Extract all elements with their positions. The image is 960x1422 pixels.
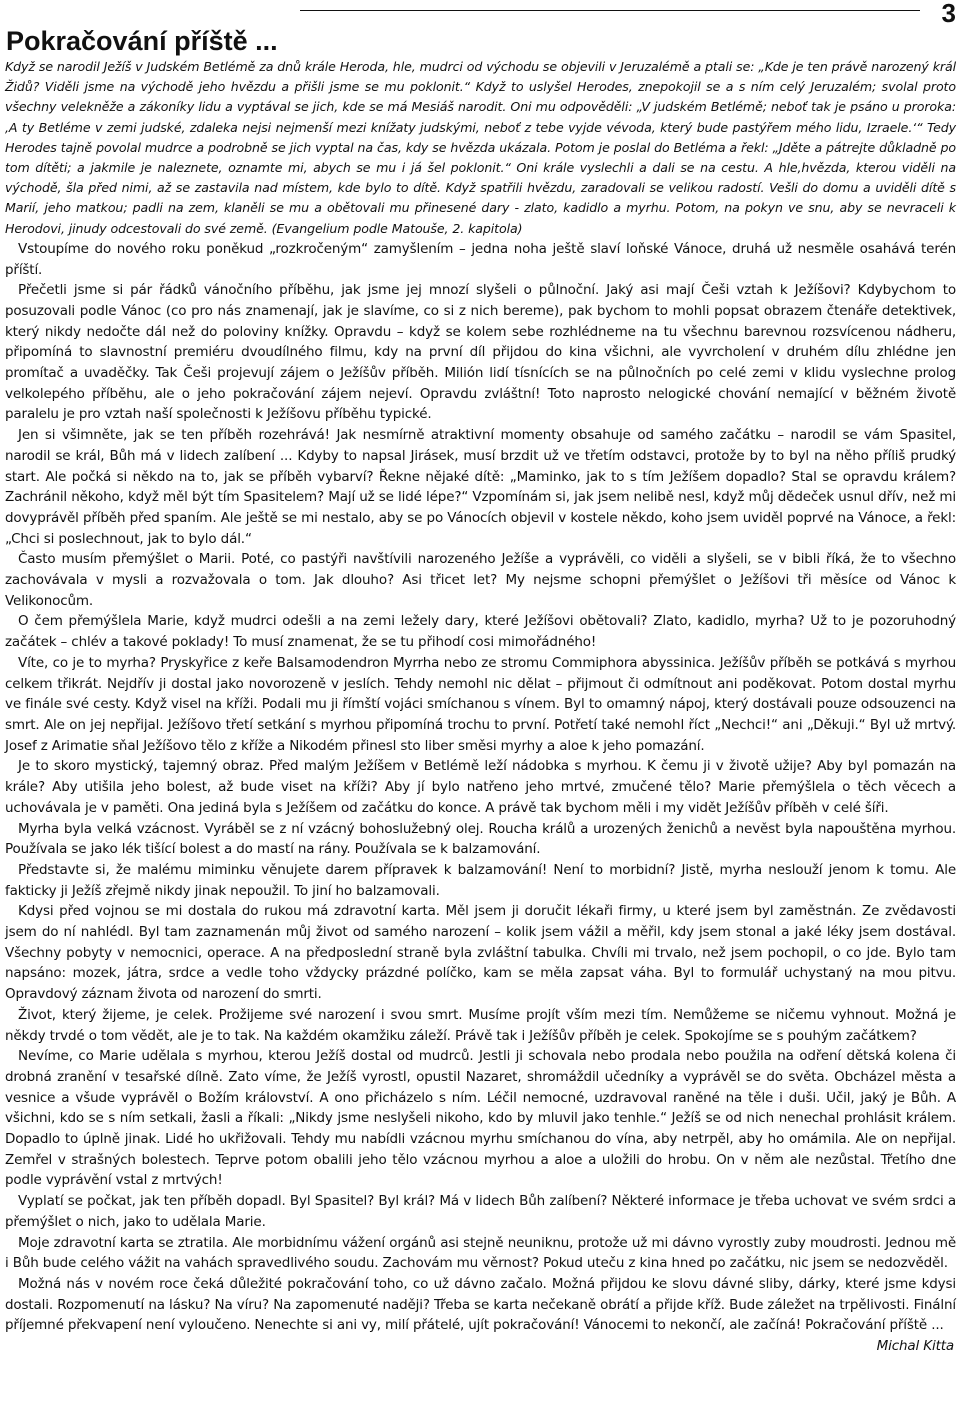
paragraph: Představte si, že malému miminku věnujete darem přípravek k balzamování! Není to morbidní? Jistě, myrha neslouží jenom k tomu. Ale fakticky ji Ježíš zřejmě nikdy jinak nepoužil. To jiní ho balzamovali. <box>5 861 956 899</box>
paragraph: Vstoupíme do nového roku poněkud „rozkročeným“ zamyšlením – jedna noha ještě slaví loňské Vánoce, druhá už nesměle osahává terén příští. <box>5 240 956 278</box>
paragraph: Často musím přemýšlet o Marii. Poté, co pastýři navštívili narozeného Ježíše a vyprávěli, co viděli a slyšeli, se v bibli říká, že to všechno zachovávala v mysli a rozvažovala o tom. Jak dlouho? Asi třicet let? My nejsme schopni přemýšlet o Ježíšovi tři měsíce od Vánoc k Velikonocům. <box>5 551 956 609</box>
article-body <box>5 57 956 1357</box>
paragraph: Myrha byla velká vzácnost. Vyráběl se z ní vzácný bohoslužebný olej. Roucha králů a urozených ženichů a nevěst byla napouštěna myrhou. Používala se jako lék tišící bolest a do mastí na rány. Používala se k balzamování. <box>5 820 956 858</box>
paragraph: Vyplatí se počkat, jak ten příběh dopadl. Byl Spasitel? Byl král? Má v lidech Bůh zalíbení? Některé informace je třeba uchovat ve svém srdci a přemýšlet o nich, jako to udělala Marie. <box>5 1193 956 1230</box>
paragraph: Přečetli jsme si pár řádků vánočního příběhu, jak jsme jej mnozí slyšeli o půlnoční. Jaký asi mají Češi vztah k Ježíšovi? Kdybychom to posuzovali podle Vánoc (co pro nás znamenají, jak je slavíme, co si z nich bereme), pak bychom to mohli popsat obrazem čtenáře detektivek, který nikdy nedočte dál než do poloviny knížky. Opravdu – když se kolem sebe rozhlédneme na tu všechnu barevnou rozsvícenou nádheru, připomíná to slavnostní premiéru dvoudílného filmu, kdy na první díl přijdou do kina všichni, ale vyvrcholení v druhém dílu zhlédne jen promítač a uvaděčky. Tak Češi projevují zájem o Ježíšův příběh. Milión lidí tísnících se na půlnočních po celé zemi v klidu vyslechne prolog velkolepého příběhu, ale o jeho pokračování zájem nejeví. Opravdu zvláštní! Toto naprosto nelogické chování nemající v běžném životě paralelu je pro vztah naší společnosti k Ježíšovu příběhu typické. <box>5 282 956 423</box>
paragraph-final-text: Možná nás v novém roce čeká důležité pokračování toho, co už dávno začalo. Možná přijdou ke slovu dávné sliby, dárky, které jsme kdysi dostali. Rozpomenutí na lásku? Na víru? Na zapomenuté naději? Třeba se karta nečekaně obrátí a přijde kříž. Bude záležet na trpělivosti. Finální příjemné překvapení není vyloučeno. Nenechte si ani vy, milí přátelé, ujít pokračování! Vánocemi to nekončí, ale začíná! Pokračování příště ... <box>5 1275 956 1334</box>
paragraph: Kdysi před vojnou se mi dostala do rukou má zdravotní karta. Měl jsem ji doručit lékaři firmy, u které jsem byl zaměstnán. Ze zvědavosti jsem do ní nahlédl. Byl tam zaznamenán můj život od samého narození – kolik jsem vážil a měřil, kdy jsem stonal a jaké léky jsem dostával. Všechny pobyty v nemocnici, operace. A na předposlední straně byla zvláštní tabulka. Chvíli mi trvalo, než jsem pochopil, o co jde. Bylo tam napsáno: mozek, játra, srdce a vedle toho vždycky prázdné políčko, kam se měla zapsat váha. Byl to formulář uchystaný na mou pitvu. Opravdový záznam života od narození do smrti. <box>5 903 956 1003</box>
paragraph: Víte, co je to myrha? Pryskyřice z keře Balsamodendron Myrrha nebo ze stromu Commiphora abyssinica. Ježíšův příběh se potkává s myrhou celkem třikrát. Nejdřív ji dostal jako novorozeně v jeslích. Tehdy nemohl nic dělat – přijmout či odmítnout ani poděkovat. Potom dostal myrhu ve finále své cesty. Když visel na kříži. Podali mu ji římští vojáci smíchanou s vínem. Byl to omamný nápoj, který dostávali pouze odsouzenci na smrt. Ale on jej nepřijal. Ježíšovo třetí setkání s myrhou připomíná trochu to první. Potřetí také nemohl říct „Nechci!“ ani „Děkuji.“ Byl už mrtvý. Josef z Arimatie sňal Ježíšovo tělo z kříže a Nikodém přinesl sto liber směsi myrhy a aloe k jeho pomazání. <box>5 654 956 754</box>
paragraph: Život, který žijeme, je celek. Prožijeme své narození i svou smrt. Musíme projít vším mezi tím. Nemůžeme se ničemu vyhnout. Možná je někdy trvdé o tom vědět, ale je to tak. Na každém okamžiku záleží. Právě tak i Ježíšův příběh je celek. Spokojíme se s pouhým začátkem? <box>5 1006 956 1044</box>
paragraph: Jen si všimněte, jak se ten příběh rozehrává! Jak nesmírně atraktivní momenty obsahuje od samého začátku – narodil se vám Spasitel, narodil se král, Bůh má v lidech zalíbení ... Kdyby to napsal Jirásek, musí brzdit už ve třetím odstavci, protože by to byl na něho příliš prudký start. Ale počká si někdo na to, jak se příběh vybarví? Řekne nějaké dítě: „Maminko, jak to s tím Ježíšem dopadlo? Stal se opravdu králem? Zachránil někoho, když měl být tím Spasitelem? Mají už se lidé lépe?“ Vzpomínám si, jak jsem nelibě nesl, když můj dědeček usnul dřív, než mi dovyprávěl příběh před spaním. Ale ještě se mi nestalo, aby se po Vánocích objevil v kostele někdo, koho jsem uviděl poprvé na Vánoce, a řekl: „Chci si poslechnout, jak to bylo dál.“ <box>5 427 956 547</box>
intro-quote: Když se narodil Ježíš v Judském Betlémě za dnů krále Heroda, hle, mudrci od východu se objevili v Jeruzalémě a ptali se: „Kde je ten právě narozený král Židů? Viděli jsme na východě jeho hvězdu a přišli jsme se mu poklonit.“ Když to uslyšel Herodes, znepokojil se a s ním celý Jeruzalém; svolal proto všechny velekněže a zákoníky lidu a vyptával se jich, kde se má Mesiáš narodit. Oni mu odpověděli: „V judském Betlémě; neboť tak je psáno u proroka: ‚A ty Betléme v zemi judské, zdaleka nejsi nejmenší mezi knížaty judskými, neboť z tebe vyjde vévoda, který bude pastýřem mého lidu, Izraele.‘“ Tedy Herodes tajně povolal mudrce a podrobně se jich vyptal na čas, kdy se hvězda ukázala. Potom je poslal do Betléma a řekl: „Jděte a pátrejte důkladně po tom dítěti; a jakmile je naleznete, oznamte mi, abych se mu i já šel poklonit.“ Oni krále vyslechli a dali se na cestu. A hle,hvězda, kterou viděli na východě, šla před nimi, až se zastavila nad místem, kde bylo to dítě. Když spatřili hvězdu, zaradovali se velikou radostí. Vešli do domu a uviděli dítě s Marií, jeho matkou; padli na zem, klaněli se mu a obětovali mu přinesené dary - zlato, kadidlo a myrhu. Potom, na pokyn ve snu, aby se nevraceli k Herodovi, jinudy odcestovali do své země. (Evangelium podle Matouše, 2. kapitola) <box>5 59 956 236</box>
header-rule <box>300 10 920 11</box>
paragraph-final <box>5 1274 956 1355</box>
paragraph: Moje zdravotní karta se ztratila. Ale morbidnímu vážení orgánů asi stejně neuniknu, protože už mi dávno vyrostly zuby moudrosti. Jednou mě i Bůh bude celého vážit na vahách spravedlivého soudu. Zachovám mu věrnost? Pokud uteču z kina hned po začátku, nic jsem se nedozvěděl. <box>5 1234 956 1272</box>
author-signature: Michal Kitta <box>876 1338 954 1355</box>
paragraph: Je to skoro mystický, tajemný obraz. Před malým Ježíšem v Betlémě leží nádobka s myrhou. K čemu ji v životě užije? Aby byl pomazán na krále? Aby utišila jeho bolest, až bude viset na kříži? Aby jí bylo natřeno jeho mrtvé, zmučené tělo? Marie přemýšlela o těch věcech a uchovávala je v paměti. Ona jediná byla s Ježíšem od začátku do konce. A právě tak bychom měli i my vidět Ježíšův příběh v celé šíři. <box>5 758 956 816</box>
article-title: Pokračování příště ... <box>6 26 278 56</box>
page-number: 3 <box>941 0 956 28</box>
paragraph: O čem přemýšlela Marie, když mudrci odešli a na zemi ležely dary, které Ježíšovi obětovali? Zlato, kadidlo, myrha? Už to je pozoruhodný začátek – chlév a takové poklady! To musí znamenat, že se tu přihodí cosi mimořádného! <box>5 613 956 651</box>
paragraph: Nevíme, co Marie udělala s myrhou, kterou Ježíš dostal od mudrců. Jestli ji schovala nebo prodala nebo použila na odření dětská kolena či drobná zranění v tesařské dílně. Zato víme, že Ježíš vyrostl, opustil Nazaret, shromáždil učedníky a vyprávěl se do světa. Obcházel města a vesnice a všude vyprávěl o Božím království. A ono přicházelo s ním. Léčil nemocné, uzdravoval raněné na těle i duši. Učil, jaký je Bůh. A všichni, kdo se s ním setkali, žasli a říkali: „Nikdy jsme neslyšeli nikoho, kdo by mluvil jako tenhle.“ Ježíš se od nich nenechal prohlásit králem. Dopadlo to úplně jinak. Lidé ho ukřižovali. Tehdy mu nabídli vzácnou myrhu smíchanou do vína, aby netrpěl, aby ho omámila. Ale on nepřijal. Zemřel v strašných bolestech. Teprve potom obalili jeho tělo vzácnou myrhou a aloe a uložili do hrobu. On v něm ale nezůstal. Třetího dne podle vyprávění vstal z mrtvých! <box>5 1048 956 1189</box>
